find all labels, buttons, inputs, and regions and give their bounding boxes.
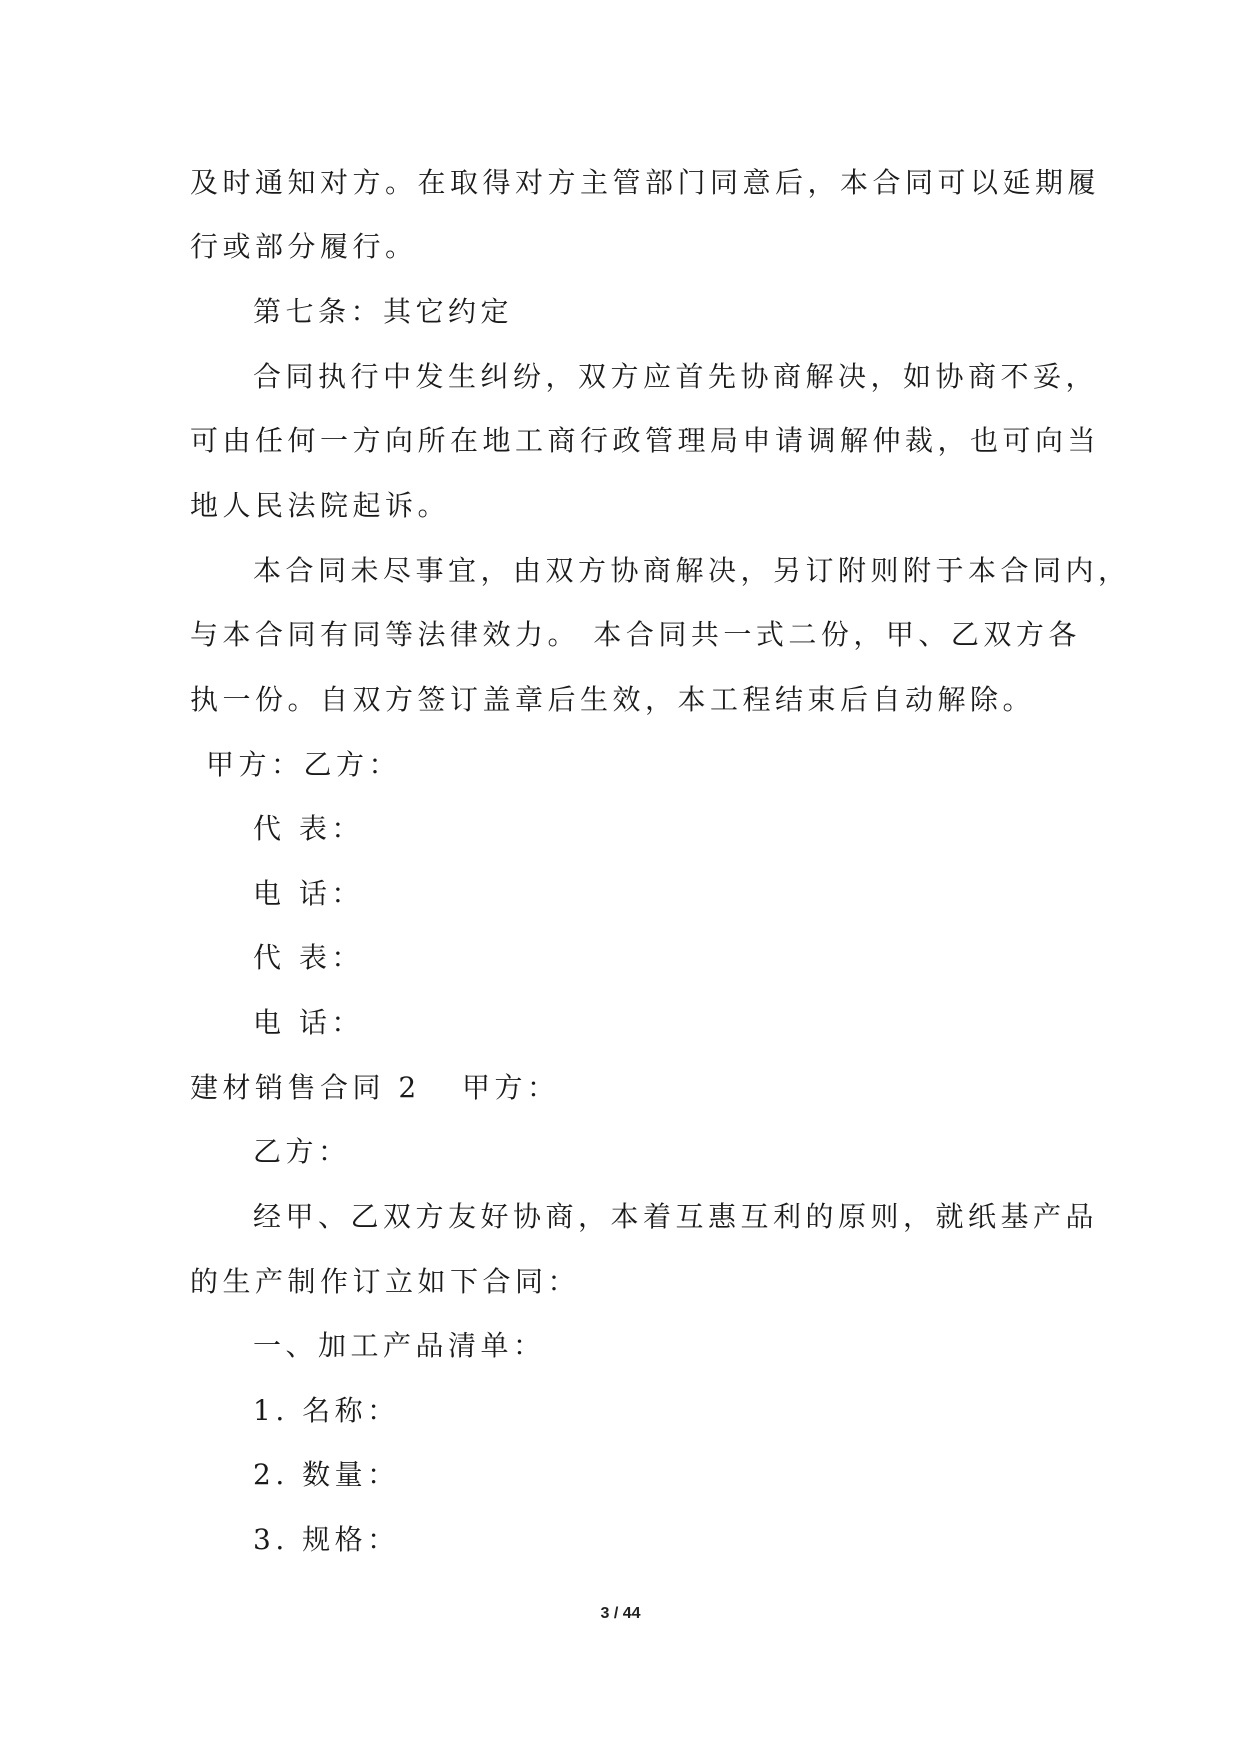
signature-field: 电 话： — [253, 1006, 364, 1039]
list-item: 2. 数量： — [253, 1458, 400, 1491]
signature-field: 电 话： — [253, 877, 364, 910]
list-item: 1. 名称： — [253, 1394, 400, 1427]
section-heading: 第七条：其它约定 — [253, 295, 514, 328]
list-item: 3. 规格： — [253, 1523, 400, 1556]
text-line: 行或部分履行。 — [190, 230, 418, 263]
text-line: 及时通知对方。在取得对方主管部门同意后，本合同可以延期履 — [190, 166, 1101, 199]
text-line: 执一份。自双方签订盖章后生效，本工程结束后自动解除。 — [190, 683, 1036, 716]
contract-title: 建材销售合同 2 — [190, 1071, 421, 1104]
section-heading: 一、加工产品清单： — [253, 1329, 546, 1362]
text-line: 的生产制作订立如下合同： — [190, 1265, 581, 1298]
signature-field: 代 表： — [253, 941, 364, 974]
party-a-label: 甲方： — [462, 1071, 560, 1104]
text-line: 经甲、乙双方友好协商，本着互惠互利的原则，就纸基产品 — [253, 1200, 1099, 1233]
text-line: 地人民法院起诉。 — [190, 489, 451, 522]
page-number: 3 / 44 — [600, 1605, 641, 1622]
text-line: 合同执行中发生纠纷，双方应首先协商解决，如协商不妥， — [253, 360, 1099, 393]
text-line: 可由任何一方向所在地工商行政管理局申请调解仲裁，也可向当 — [190, 424, 1101, 457]
signature-field: 代 表： — [253, 812, 364, 845]
party-b-label: 乙方： — [253, 1135, 351, 1168]
text-line: 本合同未尽事宜，由双方协商解决，另订附则附于本合同内， — [253, 554, 1131, 587]
text-line: 与本合同有同等法律效力。 本合同共一式二份，甲、乙双方各 — [190, 618, 1081, 651]
signature-parties: 甲方：乙方： — [206, 748, 402, 781]
